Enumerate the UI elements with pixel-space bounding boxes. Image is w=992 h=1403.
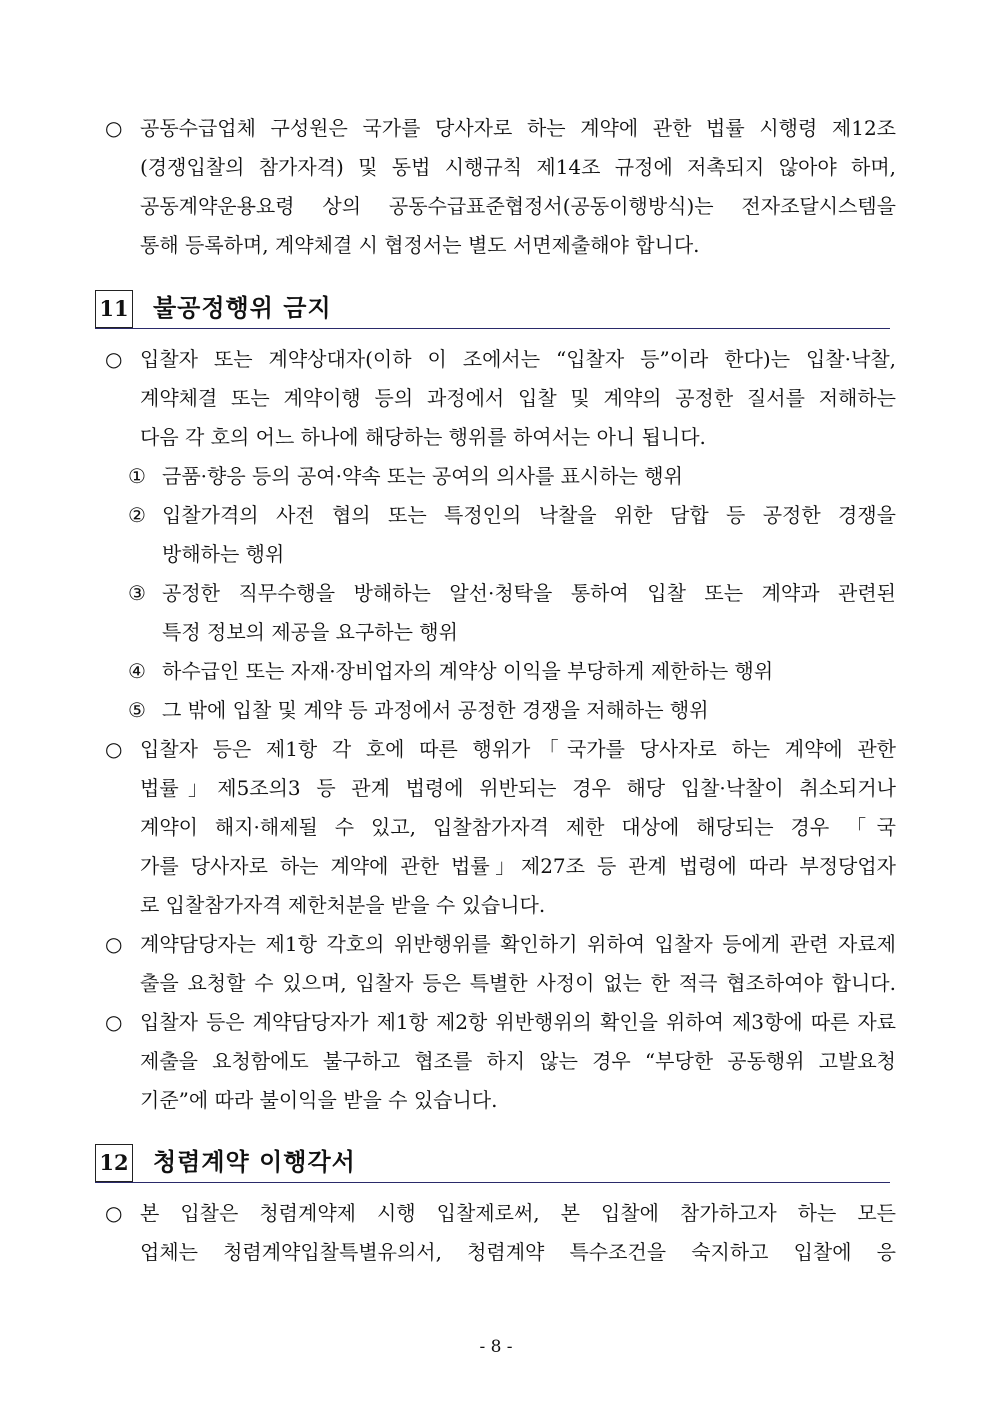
bullet-circle: ○ [105, 932, 123, 956]
paragraph-line: 업체는 청렴계약입찰특별유의서, 청렴계약 특수조건을 숙지하고 입찰에 응 [140, 1240, 896, 1264]
bullet-circle: ○ [105, 116, 123, 140]
item-marker: ⑤ [128, 698, 146, 722]
paragraph-line: 공동수급업체 구성원은 국가를 당사자로 하는 계약에 관한 법률 시행령 제12조 [140, 116, 896, 140]
paragraph-line: 공동계약운용요령 상의 공동수급표준협정서(공동이행방식)는 전자조달시스템을 [140, 194, 896, 218]
item-line: 금품·향응 등의 공여·약속 또는 공여의 의사를 표시하는 행위 [162, 464, 683, 488]
item-line: 입찰가격의 사전 협의 또는 특정인의 낙찰을 위한 담합 등 공정한 경쟁을 [162, 503, 896, 527]
section-title: 불공정행위 금지 [153, 293, 332, 322]
section-number: 12 [95, 1144, 133, 1182]
paragraph-line: (경쟁입찰의 참가자격) 및 동법 시행규칙 제14조 규정에 저촉되지 않아야 하며, [140, 155, 896, 179]
paragraph-line: 계약담당자는 제1항 각호의 위반행위를 확인하기 위하여 입찰자 등에게 관련 자료제 [140, 932, 896, 956]
item-line: 특정 정보의 제공을 요구하는 행위 [162, 620, 458, 644]
page-number: - 8 - [479, 1337, 513, 1357]
section-title: 청렴계약 이행각서 [153, 1147, 356, 1176]
paragraph-line: 로 입찰참가자격 제한처분을 받을 수 있습니다. [140, 893, 546, 917]
paragraph-line: 입찰자 또는 계약상대자(이하 이 조에서는 “입찰자 등”이라 한다)는 입찰·낙찰, [140, 347, 896, 371]
item-line: 공정한 직무수행을 방해하는 알선·청탁을 통하여 입찰 또는 계약과 관련된 [162, 581, 896, 605]
paragraph-line: 다음 각 호의 어느 하나에 해당하는 행위를 하여서는 아니 됩니다. [140, 425, 706, 449]
item-marker: ② [128, 503, 146, 527]
section-header-12 [95, 1144, 890, 1183]
paragraph-line: 계약이 해지·해제될 수 있고, 입찰참가자격 제한 대상에 해당되는 경우 「국 [140, 815, 896, 839]
item-marker: ③ [128, 581, 146, 605]
item-marker: ④ [128, 659, 146, 683]
bullet-circle: ○ [105, 737, 123, 761]
paragraph-line: 입찰자 등은 제1항 각 호에 따른 행위가「국가를 당사자로 하는 계약에 관한 [140, 737, 896, 761]
section-number: 11 [95, 290, 133, 328]
paragraph-line: 가를 당사자로 하는 계약에 관한 법률」제27조 등 관계 법령에 따라 부정당업자 [140, 854, 896, 878]
paragraph-line: 기준”에 따라 불이익을 받을 수 있습니다. [140, 1088, 498, 1112]
paragraph-line: 본 입찰은 청렴계약제 시행 입찰제로써, 본 입찰에 참가하고자 하는 모든 [140, 1201, 896, 1225]
bullet-circle: ○ [105, 1010, 123, 1034]
item-line: 방해하는 행위 [162, 542, 285, 566]
section-header-11 [95, 290, 890, 329]
bullet-circle: ○ [105, 347, 123, 371]
paragraph-line: 법률」제5조의3 등 관계 법령에 위반되는 경우 해당 입찰·낙찰이 취소되거나 [140, 776, 896, 800]
paragraph-line: 입찰자 등은 계약담당자가 제1항 제2항 위반행위의 확인을 위하여 제3항에 따른 자료 [140, 1010, 896, 1034]
bullet-circle: ○ [105, 1201, 123, 1225]
item-marker: ① [128, 464, 146, 488]
item-line: 그 밖에 입찰 및 계약 등 과정에서 공정한 경쟁을 저해하는 행위 [162, 698, 709, 722]
paragraph-line: 계약체결 또는 계약이행 등의 과정에서 입찰 및 계약의 공정한 질서를 저해하는 [140, 386, 896, 410]
paragraph-line: 통해 등록하며, 계약체결 시 협정서는 별도 서면제출해야 합니다. [140, 233, 700, 257]
item-line: 하수급인 또는 자재·장비업자의 계약상 이익을 부당하게 제한하는 행위 [162, 659, 774, 683]
paragraph-line: 제출을 요청함에도 불구하고 협조를 하지 않는 경우 “부당한 공동행위 고발요청 [140, 1049, 896, 1073]
paragraph-line: 출을 요청할 수 있으며, 입찰자 등은 특별한 사정이 없는 한 적극 협조하여야 합니다. [140, 971, 896, 995]
